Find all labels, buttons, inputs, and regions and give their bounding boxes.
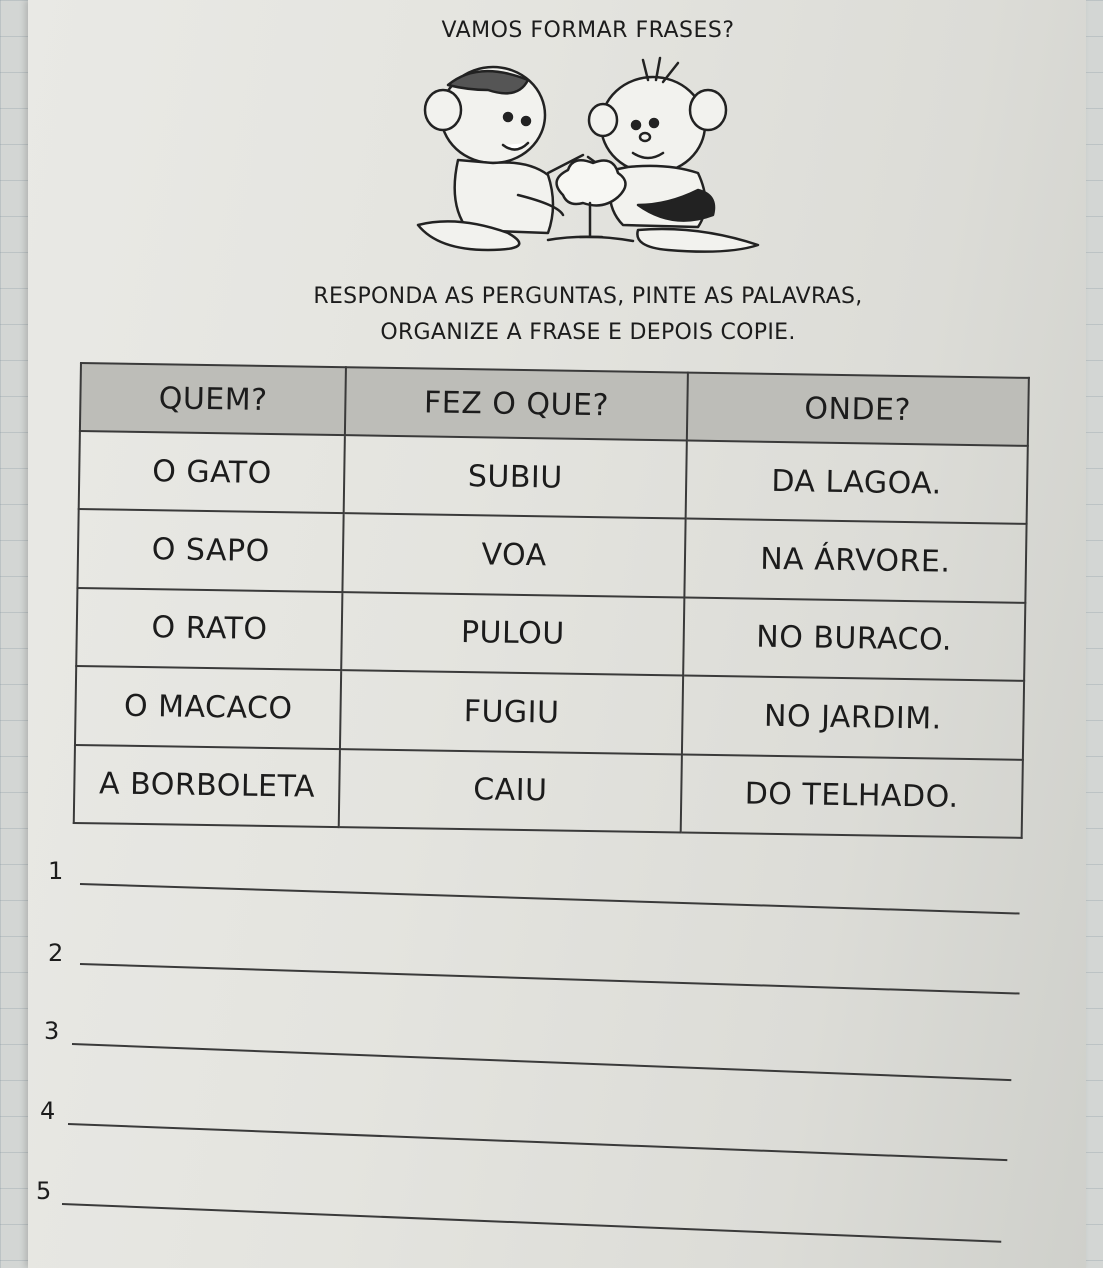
cell-fez-o-que: SUBIU <box>344 435 686 519</box>
cell-onde: NO JARDIM. <box>682 676 1024 760</box>
table-row <box>76 588 1025 681</box>
answer-line-number: 3 <box>44 1017 60 1045</box>
header-quem: QUEM? <box>80 363 346 435</box>
instruction-line-1: RESPONDA AS PERGUNTAS, PINTE AS PALAVRAS, <box>313 284 863 309</box>
cell-quem: O GATO <box>79 431 346 514</box>
answer-line-4[interactable] <box>40 1095 1040 1155</box>
answer-line-number: 4 <box>40 1097 56 1125</box>
answer-line-2[interactable] <box>40 937 1040 997</box>
worksheet-title: VAMOS FORMAR FRASES? <box>441 18 735 43</box>
answer-line-number: 2 <box>48 939 64 967</box>
children-planting-tree-illustration <box>398 55 788 260</box>
table-row <box>77 509 1026 602</box>
cell-fez-o-que: FUGIU <box>340 670 682 754</box>
answer-line-1[interactable] <box>40 855 1040 915</box>
header-onde: ONDE? <box>687 373 1029 446</box>
instruction-line-2: ORGANIZE A FRASE E DEPOIS COPIE. <box>380 320 796 345</box>
answer-line-number: 1 <box>48 857 64 885</box>
header-fez-o-que: FEZ O QUE? <box>345 367 687 440</box>
answer-line-5[interactable] <box>36 1175 1040 1235</box>
cell-fez-o-que: VOA <box>343 514 685 598</box>
answer-line-rule <box>80 963 1020 995</box>
cell-fez-o-que: PULOU <box>342 592 684 676</box>
cell-quem: O MACACO <box>75 666 342 749</box>
answer-line-number: 5 <box>36 1177 52 1205</box>
cell-quem: A BORBOLETA <box>74 745 341 828</box>
answer-line-rule <box>80 883 1020 915</box>
table-row <box>75 666 1024 759</box>
cell-fez-o-que: CAIU <box>339 749 681 833</box>
table-row <box>79 431 1028 524</box>
cell-quem: O SAPO <box>77 509 344 592</box>
cell-onde: DA LAGOA. <box>685 441 1027 525</box>
cell-quem: O RATO <box>76 588 343 671</box>
cell-onde: NO BURACO. <box>683 597 1025 681</box>
cell-onde: DO TELHADO. <box>680 754 1022 838</box>
cell-onde: NA ÁRVORE. <box>684 519 1026 603</box>
answer-line-3[interactable] <box>40 1015 1040 1075</box>
word-table <box>73 362 1030 839</box>
table-row <box>74 745 1023 838</box>
